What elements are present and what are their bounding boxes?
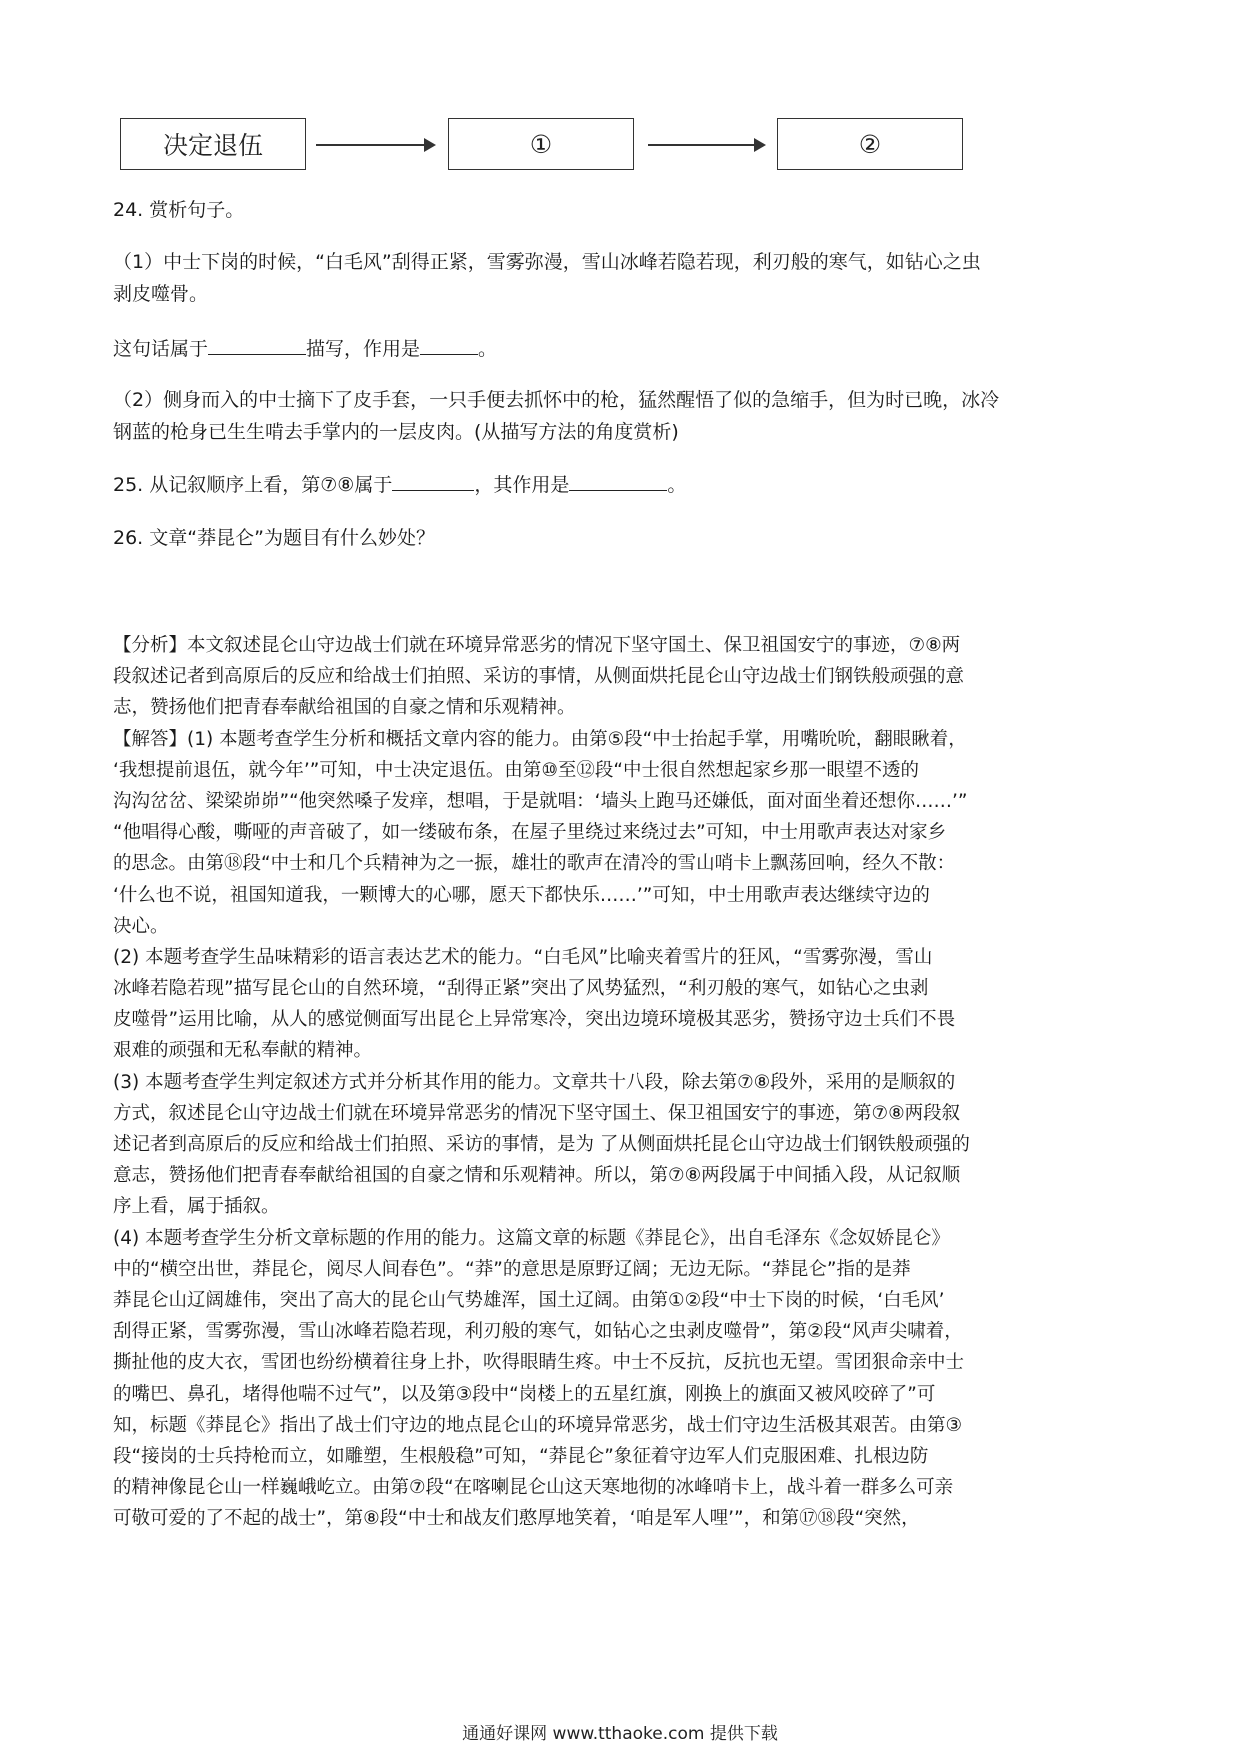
answer-text: 。 (478, 338, 498, 360)
question-24-title: 24. 赏析句子。 (113, 199, 245, 221)
question-text: ，其作用是 (474, 474, 570, 496)
analysis-line: 的精神像昆仑山一样巍峨屹立。由第⑦段“在喀喇昆仑山这天寒地彻的冰峰哨卡上，战斗着一群多么可亲 (113, 1477, 954, 1499)
answer-blank[interactable] (208, 334, 306, 355)
analysis-line: 方式，叙述昆仑山守边战士们就在环境异常恶劣的情况下坚守国土、保卫祖国安宁的事迹，第⑦⑧两段叙 (113, 1102, 961, 1124)
analysis-line: 的嘴巴、鼻孔，堵得他喘不过气”，以及第③段中“岗楼上的五星红旗，刚换上的旗面又被风咬碎了”可 (113, 1383, 936, 1405)
analysis-line: 中的“横空出世，莽昆仑，阅尽人间春色”。“莽”的意思是原野辽阔；无边无际。“莽昆仑”指的是莽 (113, 1258, 911, 1280)
analysis-line: 冰峰若隐若现”描写昆仑山的自然环境，“刮得正紧”突出了风势猛烈，“利刃般的寒气，如钻心之虫剥 (113, 978, 929, 1000)
analysis-line: 艰难的顽强和无私奉献的精神。 (113, 1040, 373, 1062)
question-24-part-1-line: 剥皮噬骨。 (113, 283, 209, 305)
question-24-part-2-line: 钢蓝的枪身已生生啃去手掌内的一层皮肉。(从描写方法的角度赏析) (113, 421, 679, 443)
flow-box-decision: 决定退伍 (120, 118, 306, 170)
flow-box-blank-1: ① (448, 118, 634, 170)
flow-diagram (0, 118, 1240, 174)
analysis-line: 可敬可爱的了不起的战士”，第⑧段“中士和战友们憨厚地笑着，‘咱是军人哩’”，和第⑰⑱段“突然， (113, 1508, 920, 1530)
answer-blank[interactable] (392, 470, 474, 491)
analysis-line: 段叙述记者到高原后的反应和给战士们拍照、采访的事情，从侧面烘托昆仑山守边战士们钢铁般顽强的意 (113, 666, 965, 688)
question-24-part-2 (113, 384, 1128, 448)
page-footer: 通通好课网 www.tthaoke.com 提供下载 (462, 1724, 778, 1744)
analysis-line: ‘我想提前退伍，就今年’”可知，中士决定退伍。由第⑩至⑫段“中士很自然想起家乡那一眼望不透的 (113, 759, 920, 781)
analysis-line: 的思念。由第⑱段“中士和几个兵精神为之一振，雄壮的歌声在清冷的雪山哨卡上飘荡回响，经久不散： (113, 853, 956, 875)
analysis-line: (2) 本题考查学生品味精彩的语言表达艺术的能力。“白毛风”比喻夹着雪片的狂风，“雪雾弥漫，雪山 (113, 946, 933, 968)
flow-arrow-1 (316, 144, 434, 146)
question-24-part-1-line: （1）中士下岗的时候，“白毛风”刮得正紧，雪雾弥漫，雪山冰峰若隐若现，利刃般的寒气，如钻心之虫 (113, 251, 981, 273)
question-text: 25. 从记叙顺序上看，第⑦⑧属于 (113, 474, 393, 496)
question-25 (113, 470, 686, 499)
answer-text: 这句话属于 (113, 338, 209, 360)
analysis-line: 皮噬骨”运用比喻，从人的感觉侧面写出昆仑上异常寒冷，突出边境环境极其恶劣，赞扬守边士兵们不畏 (113, 1009, 956, 1031)
analysis-line: 知，标题《莽昆仑》指出了战士们守边的地点昆仑山的环境异常恶劣，战士们守边生活极其艰苦。由第③ (113, 1414, 963, 1436)
answer-blank[interactable] (420, 334, 478, 355)
analysis-line: 撕扯他的皮大衣，雪团也纷纷横着往身上扑，吹得眼睛生疼。中士不反抗，反抗也无望。雪团狠命亲中士 (113, 1352, 965, 1374)
analysis-line: 沟沟岔岔、梁梁峁峁”“他突然嗓子发痒，想唱，于是就唱：‘墙头上跑马还嫌低，面对面坐着还想你……’” (113, 790, 968, 812)
question-text: 。 (667, 474, 687, 496)
analysis-line: 决心。 (113, 915, 169, 937)
analysis-line: 【解答】(1) 本题考查学生分析和概括文章内容的能力。由第⑤段“中士抬起手掌，用嘴吮吮，翻眼瞅着， (113, 728, 967, 750)
analysis-line: 述记者到高原后的反应和给战士们拍照、采访的事情，是为 了从侧面烘托昆仑山守边战士们钢铁般顽强的 (113, 1134, 970, 1155)
analysis-line: 意志，赞扬他们把青春奉献给祖国的自豪之情和乐观精神。所以，第⑦⑧两段属于中间插入段，从记叙顺 (113, 1165, 961, 1187)
question-24-part-1 (113, 246, 1128, 310)
analysis-line: ‘什么也不说，祖国知道我，一颗博大的心哪，愿天下都快乐……’”可知，中士用歌声表达继续守边的 (113, 884, 930, 906)
answer-blank[interactable] (569, 470, 667, 491)
question-24-answer-line (113, 334, 497, 363)
analysis-line: 志，赞扬他们把青春奉献给祖国的自豪之情和乐观精神。 (113, 697, 576, 719)
analysis-line: 刮得正紧，雪雾弥漫，雪山冰峰若隐若现，利刃般的寒气，如钻心之虫剥皮噬骨”，第②段“风声尖啸着， (113, 1321, 963, 1343)
analysis-line: “他唱得心酸，嘶哑的声音破了，如一缕破布条，在屋子里绕过来绕过去”可知，中士用歌声表达对家乡 (113, 822, 947, 844)
question-24-part-2-line: （2）侧身而入的中士摘下了皮手套，一只手便去抓怀中的枪，猛然醒悟了似的急缩手，但为时已晚，冰冷 (113, 389, 1000, 411)
flow-arrow-2 (648, 144, 764, 146)
analysis-line: 序上看，属于插叙。 (113, 1196, 280, 1218)
flow-box-blank-2: ② (777, 118, 963, 170)
answer-text: 描写，作用是 (306, 338, 421, 360)
question-26: 26. 文章“莽昆仑”为题目有什么妙处？ (113, 527, 435, 549)
analysis-line: 段“接岗的士兵持枪而立，如雕塑，生根般稳”可知，“莽昆仑”象征着守边军人们克服困难、扎根边防 (113, 1445, 929, 1467)
analysis-line: (4) 本题考查学生分析文章标题的作用的能力。这篇文章的标题《莽昆仑》，出自毛泽东《念奴娇昆仑》 (113, 1227, 950, 1249)
analysis-line: 【分析】本文叙述昆仑山守边战士们就在环境异常恶劣的情况下坚守国土、保卫祖国安宁的事迹，⑦⑧两 (113, 635, 961, 656)
analysis-line: 莽昆仑山辽阔雄伟，突出了高大的昆仑山气势雄浑，国土辽阔。由第①②段“中士下岗的时候，‘白毛风’ (113, 1289, 945, 1311)
analysis-line: (3) 本题考查学生判定叙述方式并分析其作用的能力。文章共十八段，除去第⑦⑧段外，采用的是顺叙的 (113, 1071, 956, 1093)
analysis-section (113, 630, 1133, 1534)
